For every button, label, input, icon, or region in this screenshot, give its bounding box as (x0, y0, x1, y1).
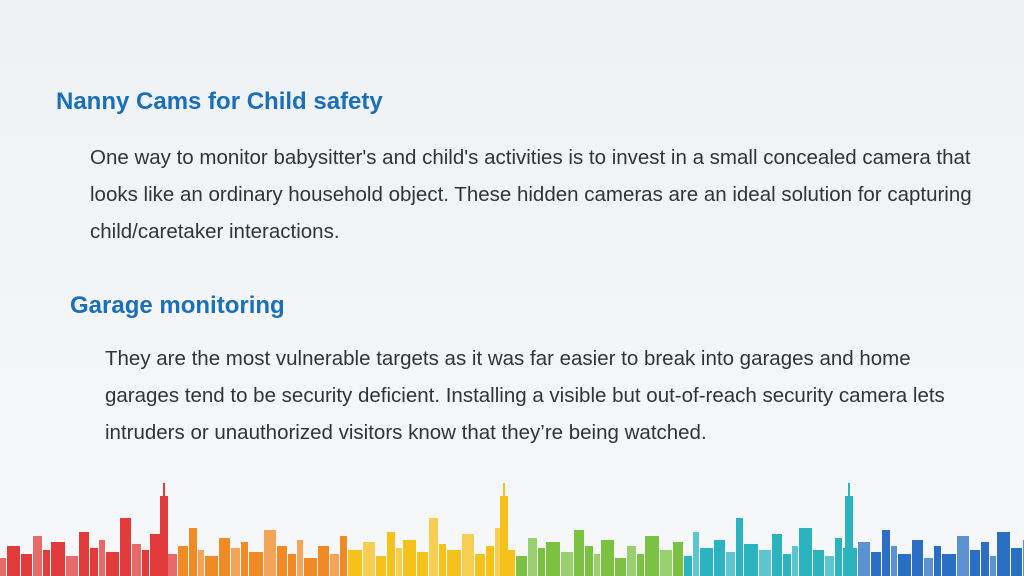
skyline-building (462, 534, 474, 576)
skyline-building (189, 528, 197, 576)
skyline-building (106, 552, 119, 576)
skyline-building (417, 552, 428, 576)
skyline-building (304, 558, 317, 576)
skyline-building (231, 548, 240, 576)
skyline-building (981, 542, 989, 576)
skyline-building (799, 528, 812, 576)
skyline-building (51, 542, 65, 576)
skyline-building (736, 518, 743, 576)
skyline-building (21, 554, 32, 576)
skyline-building (99, 540, 105, 576)
skyline-building (348, 550, 362, 576)
skyline-building (330, 554, 339, 576)
skyline-building (637, 554, 644, 576)
skyline-building (132, 544, 141, 576)
skyline-building (934, 546, 941, 576)
skyline-building (673, 542, 683, 576)
skyline-building (891, 546, 897, 576)
skyline-building (957, 536, 969, 576)
skyline-building (376, 556, 386, 576)
skyline-building (997, 532, 1010, 576)
skyline-building (249, 552, 263, 576)
section-heading-garage: Garage monitoring (70, 292, 285, 319)
skyline-building (528, 538, 537, 576)
skyline-building (700, 548, 713, 576)
skyline-building (825, 556, 834, 576)
skyline-building (561, 552, 573, 576)
skyline-building (912, 540, 923, 576)
skyline-building (447, 550, 461, 576)
skyline-spire (160, 496, 168, 576)
skyline-building (871, 552, 881, 576)
skyline-building (43, 550, 50, 576)
skyline-building (792, 546, 798, 576)
skyline-building (627, 546, 636, 576)
skyline-building (772, 534, 782, 576)
skyline-building (744, 544, 758, 576)
skyline-building (297, 540, 303, 576)
skyline-building (835, 538, 842, 576)
skyline-building (486, 546, 494, 576)
skyline-building (759, 550, 771, 576)
section-heading-nanny-cams: Nanny Cams for Child safety (56, 88, 383, 115)
skyline-building (142, 550, 149, 576)
skyline-building (178, 546, 188, 576)
skyline-building (288, 554, 296, 576)
skyline-building (205, 556, 218, 576)
skyline-building (924, 558, 933, 576)
skyline-building (439, 544, 446, 576)
skyline-building (601, 540, 614, 576)
skyline-building (645, 536, 659, 576)
skyline-building (198, 550, 204, 576)
skyline-building (33, 536, 42, 576)
skyline-building (574, 530, 584, 576)
skyline-building (0, 558, 6, 576)
skyline-building (783, 554, 791, 576)
skyline-building (615, 558, 626, 576)
skyline-building (970, 550, 980, 576)
skyline-building (546, 542, 560, 576)
skyline-building (882, 530, 890, 576)
skyline-building (990, 556, 996, 576)
skyline-building (264, 530, 276, 576)
skyline-building (684, 556, 692, 576)
section-body-garage: They are the most vulnerable targets as it was far easier to break into garages and home garages tend to be security deficient. Installing a visible but out-of-reach security camera lets intruders or unauthorized visitors know that they’re being watched. (105, 347, 945, 444)
skyline-building (277, 546, 287, 576)
skyline-building (7, 546, 20, 576)
skyline-spire (500, 496, 508, 576)
skyline-building (594, 554, 600, 576)
skyline-building (858, 542, 870, 576)
skyline-antenna (503, 483, 505, 497)
skyline-building (813, 550, 824, 576)
skyline-building (79, 532, 89, 576)
skyline-building (538, 548, 545, 576)
skyline-building (1011, 548, 1022, 576)
skyline-building (340, 536, 347, 576)
skyline-building (516, 556, 527, 576)
skyline-building (660, 550, 672, 576)
skyline-building (726, 552, 735, 576)
skyline-building (898, 554, 911, 576)
skyline-building (363, 542, 375, 576)
skyline-antenna (163, 483, 165, 497)
skyline-building (585, 546, 593, 576)
skyline-building (219, 538, 230, 576)
skyline-building (403, 540, 416, 576)
skyline-building (693, 532, 699, 576)
skyline-building (90, 548, 98, 576)
section-body-nanny-cams: One way to monitor babysitter's and child's activities is to invest in a small concealed camera that looks like an ordinary household object. These hidden cameras are an ideal solution for capturing child/caretaker interactions. (90, 146, 972, 243)
skyline-building (429, 518, 438, 576)
skyline-building (396, 548, 402, 576)
skyline-building (241, 542, 248, 576)
skyline-building (942, 554, 956, 576)
skyline-spire (845, 496, 853, 576)
skyline-building (387, 532, 395, 576)
skyline-building (714, 540, 725, 576)
skyline-building (66, 556, 78, 576)
skyline-building (318, 546, 329, 576)
city-skyline-decoration (0, 481, 1024, 576)
skyline-building (475, 554, 485, 576)
skyline-antenna (848, 483, 850, 497)
skyline-building (120, 518, 131, 576)
